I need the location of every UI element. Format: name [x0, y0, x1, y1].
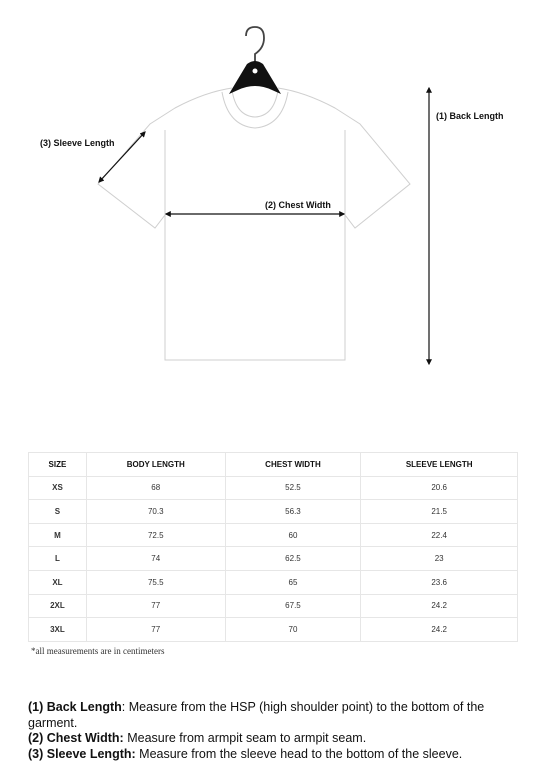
- instruction-term: (1) Back Length: [28, 700, 122, 714]
- chest-width-cell: 60: [225, 523, 361, 547]
- body-length-cell: 74: [86, 547, 225, 571]
- instruction-term: (3) Sleeve Length:: [28, 746, 136, 761]
- size-cell: XS: [29, 476, 87, 500]
- sleeve-length-cell: 21.5: [361, 500, 518, 524]
- sleeve-length-cell: 24.2: [361, 594, 518, 618]
- instruction-item: [28, 747, 508, 763]
- body-length-cell: 72.5: [86, 523, 225, 547]
- header-sleeve-length: SLEEVE LENGTH: [361, 453, 518, 477]
- instruction-term: (2) Chest Width:: [28, 731, 124, 745]
- header-size: SIZE: [29, 453, 87, 477]
- measurement-instructions: [28, 700, 508, 762]
- body-length-cell: 77: [86, 594, 225, 618]
- chest-width-label: (2) Chest Width: [265, 200, 331, 210]
- instruction-text: Measure from armpit seam to armpit seam.: [127, 731, 367, 745]
- hanger-icon: [229, 27, 281, 94]
- instruction-item: [28, 731, 508, 747]
- instruction-text: Measure from the HSP (high shoulder point) to the bottom of the garment.: [28, 700, 485, 730]
- table-row: [29, 594, 518, 618]
- sleeve-length-cell: 20.6: [361, 476, 518, 500]
- size-chart-table: [28, 452, 518, 642]
- size-cell: L: [29, 547, 87, 571]
- back-length-label: (1) Back Length: [436, 111, 504, 121]
- size-cell: M: [29, 523, 87, 547]
- measurement-note: *all measurements are in centimeters: [31, 646, 165, 656]
- table-row: [29, 476, 518, 500]
- sleeve-length-label: (3) Sleeve Length: [40, 138, 115, 148]
- body-length-cell: 77: [86, 618, 225, 642]
- body-length-cell: 75.5: [86, 570, 225, 594]
- size-cell: 2XL: [29, 594, 87, 618]
- size-cell: XL: [29, 570, 87, 594]
- table-row: [29, 618, 518, 642]
- chest-width-cell: 70: [225, 618, 361, 642]
- sleeve-length-cell: 24.2: [361, 618, 518, 642]
- table-row: [29, 500, 518, 524]
- chest-width-cell: 56.3: [225, 500, 361, 524]
- instruction-text: Measure from the sleeve head to the bottom of the sleeve.: [139, 746, 463, 761]
- chest-width-cell: 65: [225, 570, 361, 594]
- chest-width-cell: 52.5: [225, 476, 361, 500]
- chest-width-cell: 67.5: [225, 594, 361, 618]
- sleeve-length-cell: 23: [361, 547, 518, 571]
- sleeve-length-cell: 22.4: [361, 523, 518, 547]
- table-row: [29, 523, 518, 547]
- table-header-row: [29, 453, 518, 477]
- size-cell: 3XL: [29, 618, 87, 642]
- header-chest-width: CHEST WIDTH: [225, 453, 361, 477]
- header-body-length: BODY LENGTH: [86, 453, 225, 477]
- chest-width-cell: 62.5: [225, 547, 361, 571]
- sleeve-length-cell: 23.6: [361, 570, 518, 594]
- tshirt-outline: [98, 88, 410, 360]
- size-cell: S: [29, 500, 87, 524]
- table-row: [29, 570, 518, 594]
- body-length-cell: 70.3: [86, 500, 225, 524]
- table-row: [29, 547, 518, 571]
- body-length-cell: 68: [86, 476, 225, 500]
- instruction-item: (1) Back Length: Measure from the HSP (high shoulder point) to the bottom of the garment.: [28, 700, 485, 730]
